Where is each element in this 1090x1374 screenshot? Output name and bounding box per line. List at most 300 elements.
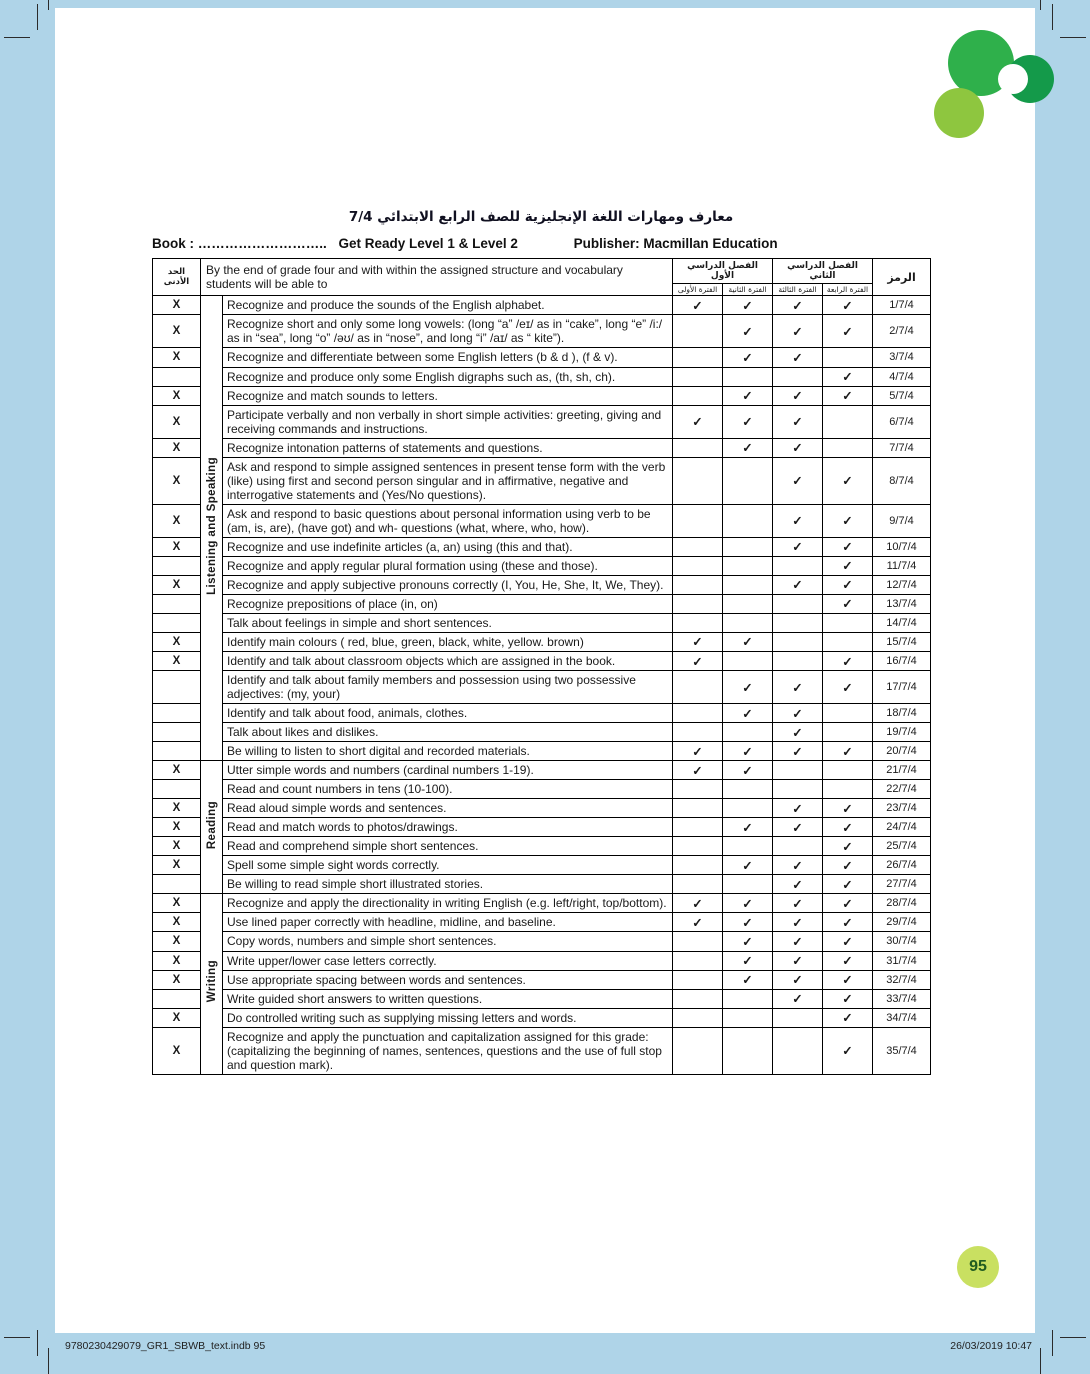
- code-cell: 23/7/4: [873, 799, 931, 818]
- check-cell-checked: ✓: [723, 348, 773, 367]
- section-label-text: Listening and Speaking: [205, 456, 218, 595]
- check-cell-empty: [673, 951, 723, 970]
- code-cell: 35/7/4: [873, 1027, 931, 1074]
- code-cell: 21/7/4: [873, 761, 931, 780]
- objective-text: Recognize and apply the punctuation and capitalization assigned for this grade: (capitalizing the beginning of names, sentences, questions and the use of full stop and question mark).: [223, 1027, 673, 1074]
- table-row: [153, 913, 931, 932]
- check-cell-checked: ✓: [773, 932, 823, 951]
- check-cell-empty: [823, 780, 873, 799]
- check-cell-empty: [673, 1008, 723, 1027]
- min-level-cell: [153, 594, 201, 613]
- check-cell-checked: ✓: [823, 386, 873, 405]
- book-line: [152, 236, 930, 251]
- code-cell: 10/7/4: [873, 537, 931, 556]
- objective-text: Recognize intonation patterns of statements and questions.: [223, 438, 673, 457]
- document-page: [55, 8, 1035, 1333]
- check-cell-checked: ✓: [773, 894, 823, 913]
- header-period-1: الفترة الأولى: [673, 284, 723, 296]
- check-cell-empty: [723, 1008, 773, 1027]
- table-row: [153, 951, 931, 970]
- check-cell-checked: ✓: [723, 405, 773, 438]
- check-cell-empty: [823, 405, 873, 438]
- objective-text: Spell some simple sight words correctly.: [223, 856, 673, 875]
- check-cell-checked: ✓: [823, 818, 873, 837]
- page-title: معارف ومهارات اللغة الإنجليزية للصف الرابع الابتدائي 7/4: [348, 209, 734, 225]
- check-cell-empty: [723, 875, 773, 894]
- min-level-cell: [153, 613, 201, 632]
- code-cell: 16/7/4: [873, 652, 931, 671]
- check-cell-checked: ✓: [723, 818, 773, 837]
- table-row: [153, 970, 931, 989]
- code-cell: 27/7/4: [873, 875, 931, 894]
- objective-text: Use lined paper correctly with headline, midline, and baseline.: [223, 913, 673, 932]
- objective-text: Write guided short answers to written questions.: [223, 989, 673, 1008]
- check-cell-checked: ✓: [673, 894, 723, 913]
- check-cell-checked: ✓: [773, 296, 823, 315]
- table-row: [153, 386, 931, 405]
- check-cell-checked: ✓: [773, 723, 823, 742]
- check-cell-checked: ✓: [723, 632, 773, 651]
- objective-text: Identify and talk about food, animals, clothes.: [223, 704, 673, 723]
- check-cell-checked: ✓: [723, 704, 773, 723]
- check-cell-empty: [673, 594, 723, 613]
- check-cell-empty: [673, 818, 723, 837]
- check-cell-empty: [673, 970, 723, 989]
- check-cell-checked: ✓: [823, 837, 873, 856]
- check-cell-empty: [773, 780, 823, 799]
- check-cell-empty: [723, 799, 773, 818]
- code-cell: 32/7/4: [873, 970, 931, 989]
- table-row: [153, 348, 931, 367]
- objective-text: Identify main colours ( red, blue, green, black, white, yellow. brown): [223, 632, 673, 651]
- min-level-cell: X: [153, 632, 201, 651]
- check-cell-empty: [673, 1027, 723, 1074]
- check-cell-checked: ✓: [773, 405, 823, 438]
- check-cell-checked: ✓: [773, 856, 823, 875]
- check-cell-empty: [673, 704, 723, 723]
- check-cell-checked: ✓: [823, 594, 873, 613]
- check-cell-empty: [773, 594, 823, 613]
- check-cell-checked: ✓: [823, 457, 873, 504]
- code-cell: 28/7/4: [873, 894, 931, 913]
- section-label-listening-speaking: [201, 296, 223, 761]
- code-cell: 4/7/4: [873, 367, 931, 386]
- code-cell: 29/7/4: [873, 913, 931, 932]
- min-level-cell: X: [153, 799, 201, 818]
- code-cell: 3/7/4: [873, 348, 931, 367]
- check-cell-checked: ✓: [823, 1008, 873, 1027]
- code-cell: 31/7/4: [873, 951, 931, 970]
- section-label-text: Writing: [205, 960, 218, 1003]
- min-level-cell: [153, 367, 201, 386]
- check-cell-checked: ✓: [723, 315, 773, 348]
- min-level-cell: X: [153, 837, 201, 856]
- footer-file-info: 9780230429079_GR1_SBWB_text.indb 95: [65, 1340, 266, 1352]
- check-cell-empty: [773, 652, 823, 671]
- objective-text: Use appropriate spacing between words and sentences.: [223, 970, 673, 989]
- check-cell-empty: [773, 556, 823, 575]
- table-row: [153, 296, 931, 315]
- check-cell-empty: [723, 575, 773, 594]
- min-level-cell: X: [153, 652, 201, 671]
- check-cell-checked: ✓: [823, 556, 873, 575]
- objective-text: Do controlled writing such as supplying missing letters and words.: [223, 1008, 673, 1027]
- check-cell-checked: ✓: [673, 913, 723, 932]
- check-cell-empty: [773, 837, 823, 856]
- table-row: [153, 875, 931, 894]
- check-cell-empty: [773, 613, 823, 632]
- header-period-4: الفترة الرابعة: [823, 284, 873, 296]
- book-label: Book : ………………………..: [152, 236, 327, 251]
- check-cell-checked: ✓: [673, 632, 723, 651]
- check-cell-checked: ✓: [723, 296, 773, 315]
- check-cell-checked: ✓: [823, 799, 873, 818]
- objective-text: Recognize and differentiate between some English letters (b & d ), (f & v).: [223, 348, 673, 367]
- objective-text: Ask and respond to simple assigned sentences in present tense form with the verb (like) using first and second person singular and in affirmative, negative and interrogative statements and (Yes/No questions).: [223, 457, 673, 504]
- check-cell-empty: [723, 457, 773, 504]
- check-cell-empty: [673, 386, 723, 405]
- check-cell-empty: [823, 723, 873, 742]
- crop-mark: [1052, 4, 1053, 30]
- check-cell-empty: [823, 438, 873, 457]
- check-cell-empty: [673, 780, 723, 799]
- check-cell-checked: ✓: [773, 799, 823, 818]
- table-row: [153, 837, 931, 856]
- code-cell: 25/7/4: [873, 837, 931, 856]
- check-cell-empty: [723, 613, 773, 632]
- min-level-cell: X: [153, 913, 201, 932]
- min-level-cell: [153, 723, 201, 742]
- check-cell-checked: ✓: [823, 575, 873, 594]
- min-level-cell: X: [153, 315, 201, 348]
- book-title: Get Ready Level 1 & Level 2: [338, 236, 518, 251]
- objective-text: Recognize and apply the directionality in writing English (e.g. left/right, top/bottom).: [223, 894, 673, 913]
- check-cell-empty: [673, 837, 723, 856]
- check-cell-checked: ✓: [773, 742, 823, 761]
- crop-mark: [48, 0, 49, 10]
- objective-text: Read and match words to photos/drawings.: [223, 818, 673, 837]
- table-row: [153, 556, 931, 575]
- check-cell-checked: ✓: [773, 438, 823, 457]
- table-row: [153, 780, 931, 799]
- objective-text: Be willing to listen to short digital and recorded materials.: [223, 742, 673, 761]
- check-cell-empty: [823, 761, 873, 780]
- min-level-cell: X: [153, 951, 201, 970]
- code-cell: 6/7/4: [873, 405, 931, 438]
- min-level-cell: X: [153, 457, 201, 504]
- crop-mark: [48, 1348, 49, 1374]
- check-cell-checked: ✓: [723, 951, 773, 970]
- check-cell-empty: [823, 613, 873, 632]
- crop-mark: [1040, 1348, 1041, 1374]
- objective-text: Recognize prepositions of place (in, on): [223, 594, 673, 613]
- publisher-logo: [925, 23, 1040, 153]
- table-row: [153, 457, 931, 504]
- table-row: [153, 575, 931, 594]
- code-cell: 33/7/4: [873, 989, 931, 1008]
- table-row: [153, 504, 931, 537]
- check-cell-empty: [773, 1008, 823, 1027]
- check-cell-empty: [673, 537, 723, 556]
- objective-text: Utter simple words and numbers (cardinal numbers 1-19).: [223, 761, 673, 780]
- check-cell-checked: ✓: [673, 761, 723, 780]
- check-cell-empty: [723, 537, 773, 556]
- min-level-cell: [153, 875, 201, 894]
- code-cell: 30/7/4: [873, 932, 931, 951]
- table-row: [153, 932, 931, 951]
- check-cell-empty: [723, 504, 773, 537]
- objectives-table-header: [153, 259, 931, 296]
- crop-mark: [37, 4, 38, 30]
- min-level-cell: [153, 989, 201, 1008]
- objective-text: Copy words, numbers and simple short sentences.: [223, 932, 673, 951]
- check-cell-empty: [723, 652, 773, 671]
- objective-text: Read and count numbers in tens (10-100).: [223, 780, 673, 799]
- check-cell-checked: ✓: [773, 970, 823, 989]
- code-cell: 12/7/4: [873, 575, 931, 594]
- check-cell-checked: ✓: [773, 348, 823, 367]
- page-number: 95: [969, 1258, 987, 1275]
- check-cell-checked: ✓: [823, 989, 873, 1008]
- check-cell-checked: ✓: [823, 652, 873, 671]
- min-level-cell: X: [153, 537, 201, 556]
- check-cell-empty: [673, 575, 723, 594]
- check-cell-checked: ✓: [773, 875, 823, 894]
- check-cell-checked: ✓: [823, 932, 873, 951]
- check-cell-empty: [673, 932, 723, 951]
- header-code: الرمز: [873, 259, 931, 296]
- check-cell-checked: ✓: [673, 742, 723, 761]
- header-objective: By the end of grade four and with within the assigned structure and vocabulary students will be able to: [201, 259, 673, 296]
- check-cell-checked: ✓: [823, 367, 873, 386]
- min-level-cell: X: [153, 575, 201, 594]
- header-semester-1: الفصل الدراسي الأول: [673, 259, 773, 284]
- check-cell-empty: [673, 438, 723, 457]
- min-level-cell: X: [153, 932, 201, 951]
- check-cell-checked: ✓: [773, 671, 823, 704]
- min-level-cell: X: [153, 761, 201, 780]
- table-row: [153, 761, 931, 780]
- check-cell-checked: ✓: [773, 457, 823, 504]
- check-cell-checked: ✓: [823, 504, 873, 537]
- check-cell-checked: ✓: [823, 315, 873, 348]
- check-cell-checked: ✓: [773, 537, 823, 556]
- table-row: [153, 594, 931, 613]
- table-row: [153, 315, 931, 348]
- check-cell-empty: [673, 723, 723, 742]
- code-cell: 2/7/4: [873, 315, 931, 348]
- check-cell-empty: [723, 1027, 773, 1074]
- table-row: [153, 742, 931, 761]
- check-cell-checked: ✓: [723, 671, 773, 704]
- min-level-cell: X: [153, 970, 201, 989]
- code-cell: 15/7/4: [873, 632, 931, 651]
- check-cell-checked: ✓: [723, 386, 773, 405]
- objective-text: Recognize and produce only some English digraphs such as, (th, sh, ch).: [223, 367, 673, 386]
- check-cell-empty: [823, 704, 873, 723]
- check-cell-checked: ✓: [723, 438, 773, 457]
- objective-text: Recognize and match sounds to letters.: [223, 386, 673, 405]
- code-cell: 24/7/4: [873, 818, 931, 837]
- check-cell-checked: ✓: [773, 386, 823, 405]
- code-cell: 1/7/4: [873, 296, 931, 315]
- objective-text: Identify and talk about family members and possession using two possessive adjectives: (my, your): [223, 671, 673, 704]
- check-cell-empty: [823, 632, 873, 651]
- publisher-name: Publisher: Macmillan Education: [573, 236, 778, 251]
- code-cell: 8/7/4: [873, 457, 931, 504]
- code-cell: 7/7/4: [873, 438, 931, 457]
- objective-text: Be willing to read simple short illustrated stories.: [223, 875, 673, 894]
- code-cell: 18/7/4: [873, 704, 931, 723]
- check-cell-checked: ✓: [773, 818, 823, 837]
- footer-timestamp: 26/03/2019 10:47: [950, 1340, 1032, 1352]
- min-level-cell: X: [153, 348, 201, 367]
- check-cell-checked: ✓: [823, 856, 873, 875]
- code-cell: 11/7/4: [873, 556, 931, 575]
- check-cell-empty: [673, 856, 723, 875]
- check-cell-empty: [773, 1027, 823, 1074]
- check-cell-checked: ✓: [823, 742, 873, 761]
- crop-mark: [37, 1330, 38, 1356]
- check-cell-checked: ✓: [823, 913, 873, 932]
- check-cell-checked: ✓: [723, 856, 773, 875]
- check-cell-checked: ✓: [773, 704, 823, 723]
- table-row: [153, 652, 931, 671]
- check-cell-empty: [773, 632, 823, 651]
- check-cell-checked: ✓: [673, 296, 723, 315]
- table-row: [153, 894, 931, 913]
- check-cell-checked: ✓: [723, 894, 773, 913]
- check-cell-checked: ✓: [823, 970, 873, 989]
- min-level-cell: X: [153, 1008, 201, 1027]
- min-level-cell: [153, 556, 201, 575]
- check-cell-checked: ✓: [823, 875, 873, 894]
- check-cell-checked: ✓: [773, 989, 823, 1008]
- check-cell-checked: ✓: [723, 970, 773, 989]
- table-row: [153, 671, 931, 704]
- objective-text: Ask and respond to basic questions about personal information using verb to be (am, is, are), (have got) and wh- questions (what, where, who, how).: [223, 504, 673, 537]
- min-level-cell: X: [153, 894, 201, 913]
- objective-text: Identify and talk about classroom objects which are assigned in the book.: [223, 652, 673, 671]
- header-period-3: الفترة الثالثة: [773, 284, 823, 296]
- check-cell-empty: [673, 671, 723, 704]
- min-level-cell: X: [153, 405, 201, 438]
- table-row: [153, 613, 931, 632]
- check-cell-checked: ✓: [773, 504, 823, 537]
- objective-text: Participate verbally and non verbally in short simple activities: greeting, giving and receiving commands and instructions.: [223, 405, 673, 438]
- table-row: [153, 367, 931, 386]
- check-cell-empty: [673, 875, 723, 894]
- check-cell-empty: [673, 457, 723, 504]
- check-cell-empty: [723, 723, 773, 742]
- objective-text: Recognize and use indefinite articles (a, an) using (this and that).: [223, 537, 673, 556]
- min-level-cell: X: [153, 386, 201, 405]
- logo-circle-small: [934, 88, 984, 138]
- check-cell-empty: [673, 989, 723, 1008]
- check-cell-empty: [723, 594, 773, 613]
- check-cell-checked: ✓: [773, 575, 823, 594]
- check-cell-empty: [673, 556, 723, 575]
- section-label-text: Reading: [205, 800, 218, 849]
- check-cell-checked: ✓: [723, 761, 773, 780]
- code-cell: 26/7/4: [873, 856, 931, 875]
- objective-text: Recognize and apply regular plural formation using (these and those).: [223, 556, 673, 575]
- min-level-cell: X: [153, 438, 201, 457]
- objective-text: Read and comprehend simple short sentences.: [223, 837, 673, 856]
- table-row: [153, 723, 931, 742]
- objective-text: Recognize and produce the sounds of the English alphabet.: [223, 296, 673, 315]
- check-cell-checked: ✓: [723, 742, 773, 761]
- section-label-reading: [201, 761, 223, 894]
- check-cell-checked: ✓: [723, 932, 773, 951]
- min-level-cell: [153, 780, 201, 799]
- check-cell-empty: [723, 989, 773, 1008]
- check-cell-checked: ✓: [823, 951, 873, 970]
- check-cell-checked: ✓: [723, 913, 773, 932]
- page-number-badge: [957, 1246, 999, 1288]
- table-row: [153, 1027, 931, 1074]
- check-cell-empty: [673, 367, 723, 386]
- min-level-cell: [153, 704, 201, 723]
- crop-mark: [4, 1337, 30, 1338]
- check-cell-empty: [673, 315, 723, 348]
- check-cell-empty: [673, 504, 723, 537]
- check-cell-empty: [723, 780, 773, 799]
- code-cell: 5/7/4: [873, 386, 931, 405]
- header-semester-2: الفصل الدراسي الثاني: [773, 259, 873, 284]
- table-row: [153, 1008, 931, 1027]
- objectives-table-body: [153, 296, 931, 1074]
- check-cell-checked: ✓: [823, 296, 873, 315]
- check-cell-empty: [723, 367, 773, 386]
- table-row: [153, 704, 931, 723]
- check-cell-checked: ✓: [823, 894, 873, 913]
- check-cell-checked: ✓: [823, 671, 873, 704]
- table-row: [153, 989, 931, 1008]
- objective-text: Recognize and apply subjective pronouns correctly (I, You, He, She, It, We, They).: [223, 575, 673, 594]
- code-cell: 20/7/4: [873, 742, 931, 761]
- objective-text: Talk about feelings in simple and short sentences.: [223, 613, 673, 632]
- min-level-cell: X: [153, 818, 201, 837]
- check-cell-checked: ✓: [673, 652, 723, 671]
- crop-mark: [1060, 1337, 1086, 1338]
- check-cell-empty: [723, 837, 773, 856]
- code-cell: 22/7/4: [873, 780, 931, 799]
- code-cell: 17/7/4: [873, 671, 931, 704]
- header-min-level: الحد الأدنى: [153, 259, 201, 296]
- table-row: [153, 438, 931, 457]
- min-level-cell: [153, 742, 201, 761]
- check-cell-empty: [823, 348, 873, 367]
- table-row: [153, 632, 931, 651]
- check-cell-empty: [673, 799, 723, 818]
- crop-mark: [1040, 0, 1041, 10]
- crop-mark: [1052, 1330, 1053, 1356]
- code-cell: 14/7/4: [873, 613, 931, 632]
- objective-text: Read aloud simple words and sentences.: [223, 799, 673, 818]
- code-cell: 13/7/4: [873, 594, 931, 613]
- objective-text: Talk about likes and dislikes.: [223, 723, 673, 742]
- check-cell-empty: [673, 348, 723, 367]
- header-period-2: الفترة الثانية: [723, 284, 773, 296]
- check-cell-empty: [723, 556, 773, 575]
- check-cell-checked: ✓: [773, 913, 823, 932]
- objective-text: Recognize short and only some long vowels: (long “a” /eɪ/ as in “cake”, long “e” /i:/ as in “sea”, long “o” /əʊ/ as in “nose”, and long “i” /aɪ/ as “ kite”).: [223, 315, 673, 348]
- table-row: [153, 405, 931, 438]
- table-row: [153, 856, 931, 875]
- min-level-cell: [153, 671, 201, 704]
- section-label-writing: [201, 894, 223, 1074]
